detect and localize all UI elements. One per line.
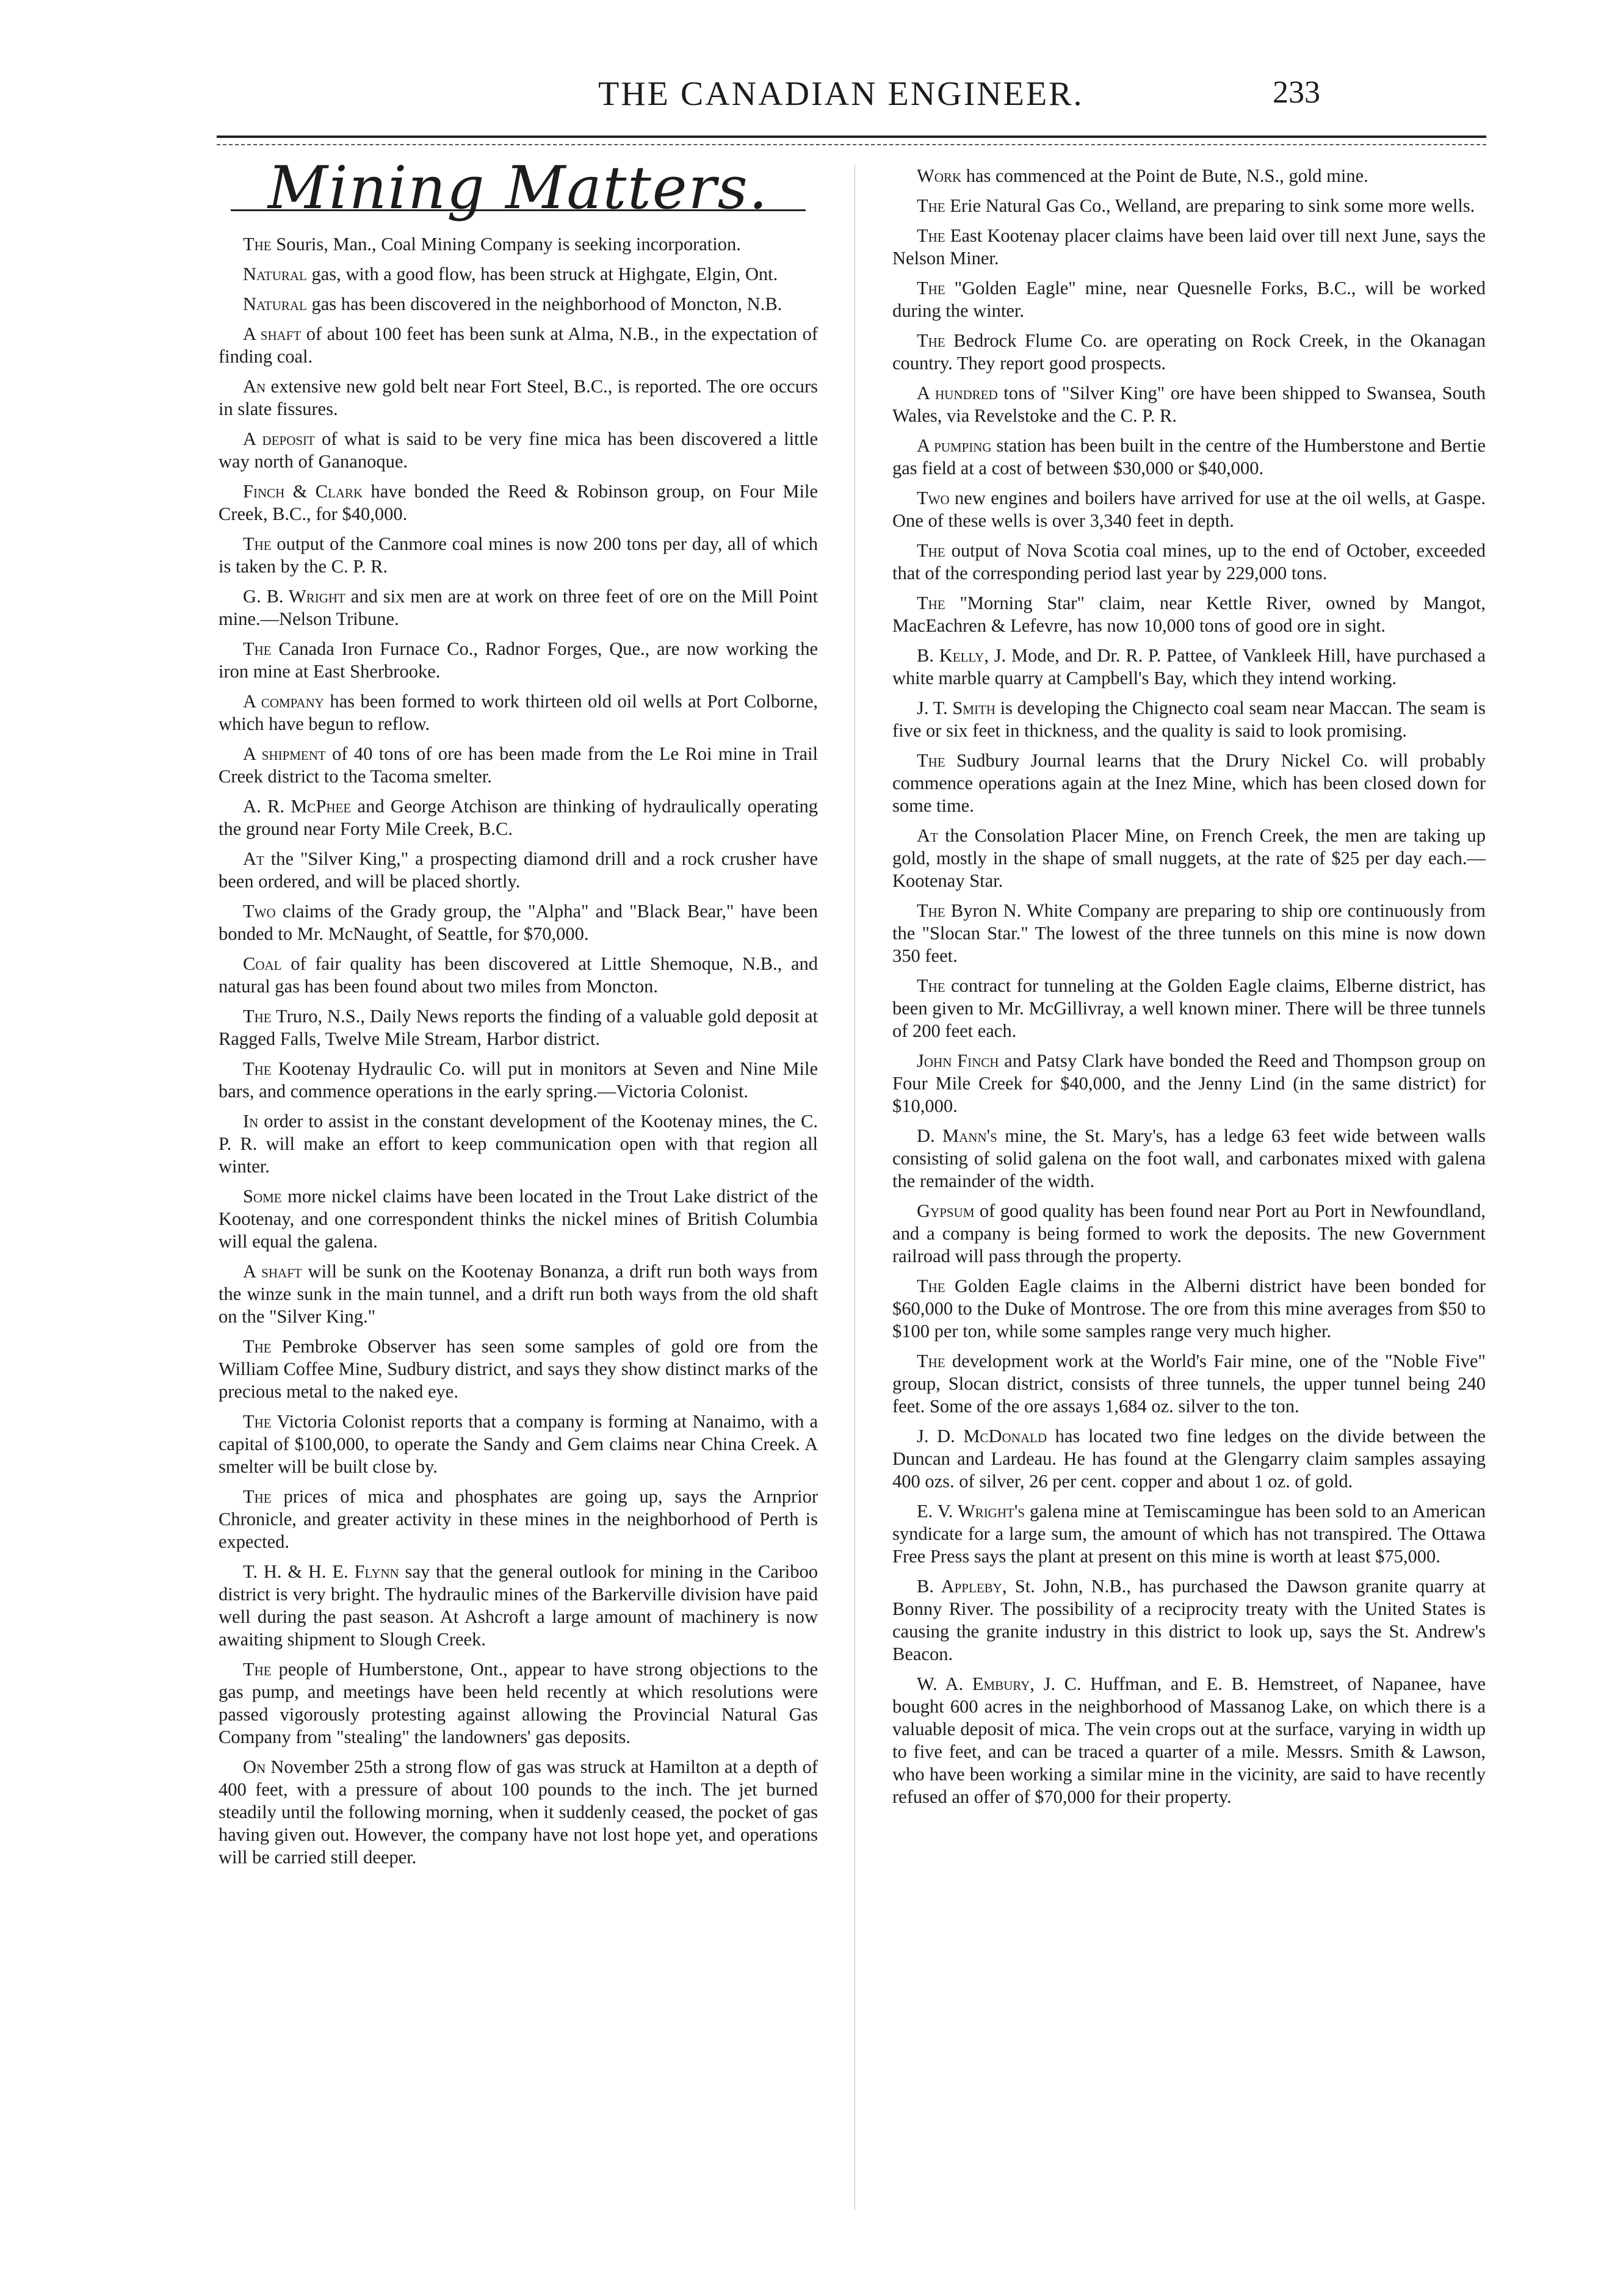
news-item bbox=[892, 1350, 1486, 1418]
news-item-text: the Consolation Placer Mine, on French Creek, the men are taking up gold, mostly in the shape of small nuggets, at the rate of $25 per day each.—Kootenay Star. bbox=[892, 825, 1486, 891]
news-item bbox=[892, 435, 1486, 480]
news-item-lead: B. Kelly, bbox=[917, 645, 989, 666]
news-item-text: is developing the Chignecto coal seam near Maccan. The seam is five or six feet in thickness, and the quality is said to look promising. bbox=[892, 698, 1486, 741]
news-item bbox=[892, 195, 1486, 217]
news-item-lead: An bbox=[243, 376, 266, 397]
news-item-lead: At bbox=[917, 825, 938, 846]
header-rule-dashed bbox=[217, 144, 1486, 145]
news-item-text: Pembroke Observer has seen some samples of gold ore from the William Coffee Mine, Sudbury district, and says they show distinct marks of the precious metal to the naked eye. bbox=[219, 1336, 818, 1402]
news-item-text: people of Humberstone, Ont., appear to have strong objections to the gas pump, and meetings have been held recently at which resolutions were passed vigorously protesting against allowing the Provincial Natural Gas Company from "stealing" the landowners' gas deposits. bbox=[219, 1659, 818, 1747]
news-item-lead: The bbox=[917, 195, 945, 216]
news-item bbox=[219, 1335, 818, 1403]
news-item-lead: The bbox=[917, 225, 945, 246]
news-item bbox=[892, 487, 1486, 532]
news-item-text: and Patsy Clark have bonded the Reed and Thompson group on Four Mile Creek for $40,000, and the Jenny Lind (in the same district) for $10,000. bbox=[892, 1050, 1486, 1116]
news-item-text: J. C. Huffman, and E. B. Hemstreet, of Napanee, have bought 600 acres in the neighborhood of Massanog Lake, on which there is a valuable deposit of mica. The vein crops out at the surface, varying in width up to five feet, and can be traced a quarter of a mile. Messrs. Smith & Lawson, who have been working a similar mine in the vicinity, are said to have recently refused an offer of $70,000 for their property. bbox=[892, 1673, 1486, 1807]
news-item bbox=[892, 592, 1486, 637]
news-item-lead: A deposit bbox=[243, 428, 315, 449]
news-item-text: prices of mica and phosphates are going up, says the Arnprior Chronicle, and greater activity in these mines in the neighborhood of Perth is expected. bbox=[219, 1486, 818, 1552]
news-item bbox=[219, 1486, 818, 1553]
page-header bbox=[201, 74, 1483, 135]
news-item bbox=[892, 330, 1486, 375]
news-item-text: Golden Eagle claims in the Alberni district have been bonded for $60,000 to the Duke of Montrose. The ore from this mine averages from $50 to $100 per ton, while some samples range very much higher. bbox=[892, 1276, 1486, 1341]
news-item-lead: Gypsum bbox=[917, 1200, 975, 1221]
news-item-text: extensive new gold belt near Fort Steel, B.C., is reported. The ore occurs in slate fissures. bbox=[219, 376, 818, 419]
news-item-text: "Golden Eagle" mine, near Quesnelle Forks, B.C., will be worked during the winter. bbox=[892, 278, 1486, 321]
journal-title: THE CANADIAN ENGINEER. bbox=[598, 75, 1084, 113]
news-item bbox=[219, 638, 818, 683]
news-item bbox=[219, 233, 818, 256]
news-item bbox=[219, 323, 818, 368]
right-news-items bbox=[892, 165, 1486, 1808]
news-item-text: Victoria Colonist reports that a company is forming at Nanaimo, with a capital of $100,000, to operate the Sandy and Gem claims near China Creek. A smelter will be built close by. bbox=[219, 1411, 818, 1477]
news-item-text: "Morning Star" claim, near Kettle River, owned by Mangot, MacEachren & Lefevre, has now 10,000 tons of good ore in sight. bbox=[892, 593, 1486, 636]
news-item-text: will be sunk on the Kootenay Bonanza, a drift run both ways from the winze sunk in the main tunnel, and a drift run both ways from the old shaft on the "Silver King." bbox=[219, 1261, 818, 1327]
news-item bbox=[892, 697, 1486, 742]
news-item bbox=[892, 749, 1486, 817]
news-item-text: St. John, N.B., has purchased the Dawson granite quarry at Bonny River. The possibility of a reciprocity treaty with the United States is causing the granite industry in this district to look up, says the St. Andrew's Beacon. bbox=[892, 1576, 1486, 1664]
news-item-lead: Coal bbox=[243, 953, 282, 974]
news-item-lead: The bbox=[917, 330, 945, 351]
news-item-text: East Kootenay placer claims have been laid over till next June, says the Nelson Miner. bbox=[892, 225, 1486, 269]
news-item-lead: The bbox=[243, 234, 272, 255]
news-item bbox=[219, 690, 818, 735]
news-item-lead: The bbox=[243, 1411, 272, 1432]
news-item bbox=[892, 1275, 1486, 1343]
news-item-lead: The bbox=[917, 1351, 945, 1371]
news-item bbox=[219, 375, 818, 421]
news-item bbox=[219, 263, 818, 286]
news-item bbox=[892, 1200, 1486, 1268]
news-item-lead: The bbox=[917, 975, 945, 996]
news-item bbox=[219, 480, 818, 525]
news-item bbox=[892, 277, 1486, 322]
news-item bbox=[219, 1658, 818, 1749]
news-item-text: output of Nova Scotia coal mines, up to the end of October, exceeded that of the corresponding period last year by 229,000 tons. bbox=[892, 540, 1486, 583]
news-item-text: Byron N. White Company are preparing to ship ore continuously from the "Slocan Star." The lowest of the three tunnels on this mine is now down 350 feet. bbox=[892, 900, 1486, 966]
news-item bbox=[219, 585, 818, 630]
news-item bbox=[892, 1575, 1486, 1666]
news-item-text: Canada Iron Furnace Co., Radnor Forges, Que., are now working the iron mine at East Sherbrooke. bbox=[219, 638, 818, 682]
news-item-text: has commenced at the Point de Bute, N.S., gold mine. bbox=[961, 165, 1368, 186]
left-news-items bbox=[219, 233, 818, 1869]
news-item-text: claims of the Grady group, the "Alpha" and "Black Bear," have been bonded to Mr. McNaught, of Seattle, for $70,000. bbox=[219, 901, 818, 944]
news-item bbox=[892, 540, 1486, 585]
news-item-lead: Work bbox=[917, 165, 962, 186]
news-item bbox=[892, 1425, 1486, 1493]
news-item-lead: B. Appleby, bbox=[917, 1576, 1007, 1597]
news-item bbox=[219, 428, 818, 473]
news-item-lead: A shaft bbox=[243, 323, 302, 344]
news-item-lead: The bbox=[917, 593, 945, 613]
news-item-text: new engines and boilers have arrived for use at the oil wells, at Gaspe. One of these wells is over 3,340 feet in depth. bbox=[892, 488, 1486, 531]
news-item bbox=[892, 382, 1486, 427]
news-item-lead: The bbox=[243, 1486, 272, 1507]
news-item-lead: A shipment bbox=[243, 743, 326, 764]
news-item-text: output of the Canmore coal mines is now 200 tons per day, all of which is taken by the C. P. R. bbox=[219, 533, 818, 577]
left-column bbox=[219, 154, 819, 1876]
news-item-lead: T. H. & H. E. Flynn bbox=[243, 1561, 399, 1582]
news-item bbox=[219, 900, 818, 945]
news-item-lead: The bbox=[243, 533, 272, 554]
news-item-lead: A shaft bbox=[243, 1261, 302, 1282]
news-item-lead: E. V. Wright's bbox=[917, 1501, 1025, 1522]
news-item-lead: The bbox=[243, 1058, 272, 1079]
news-item bbox=[219, 1110, 818, 1178]
news-item-text: more nickel claims have been located in the Trout Lake district of the Kootenay, and one correspondent thinks the nickel mines of British Columbia will equal the galena. bbox=[219, 1186, 818, 1252]
news-item bbox=[892, 900, 1486, 967]
header-rule bbox=[217, 135, 1486, 138]
news-item-text: say that the general outlook for mining in the Cariboo district is very bright. The hydraulic mines of the Barkerville division have paid well during the past season. At Ashcroft a large amount of machinery is now awaiting shipment to Slough Creek. bbox=[219, 1561, 818, 1650]
news-item-text: and George Atchison are thinking of hydraulically operating the ground near Forty Mile Creek, B.C. bbox=[219, 796, 818, 839]
news-item bbox=[892, 1500, 1486, 1568]
section-title: Mining Matters. bbox=[267, 154, 769, 222]
news-item bbox=[219, 848, 818, 893]
news-item-lead: The bbox=[917, 900, 945, 921]
news-item-text: Sudbury Journal learns that the Drury Nickel Co. will probably commence operations again at the Inez Mine, which has been closed down for some time. bbox=[892, 750, 1486, 816]
news-item bbox=[219, 533, 818, 578]
news-item bbox=[892, 165, 1486, 187]
news-item-lead: On bbox=[243, 1756, 266, 1777]
news-item-text: of fair quality has been discovered at Little Shemoque, N.B., and natural gas has been found about two miles from Moncton. bbox=[219, 953, 818, 997]
news-item-text: gas, with a good flow, has been struck at Highgate, Elgin, Ont. bbox=[306, 264, 778, 284]
news-item-text: galena mine at Temiscamingue has been sold to an American syndicate for a large sum, the amount of which has not transpired. The Ottawa Free Press says the plant at present on this mine is worth at least $75,000. bbox=[892, 1501, 1486, 1567]
news-item-text: Bedrock Flume Co. are operating on Rock Creek, in the Okanagan country. They report good prospects. bbox=[892, 330, 1486, 374]
news-item-lead: G. B. Wright bbox=[243, 586, 345, 607]
news-item-text: Souris, Man., Coal Mining Company is seeking incorporation. bbox=[271, 234, 741, 255]
news-item bbox=[219, 1756, 818, 1869]
news-item bbox=[219, 1058, 818, 1103]
news-item-lead: A pumping bbox=[917, 435, 992, 456]
news-item-lead: A hundred bbox=[917, 383, 998, 403]
news-item bbox=[219, 953, 818, 998]
news-item-text: and six men are at work on three feet of ore on the Mill Point mine.—Nelson Tribune. bbox=[219, 586, 819, 629]
news-item bbox=[892, 1125, 1486, 1193]
news-item bbox=[892, 225, 1486, 270]
news-item-lead: At bbox=[243, 848, 264, 869]
news-item-text: mine, the St. Mary's, has a ledge 63 feet wide between walls consisting of solid galena on the foot wall, and carbonates mixed with galena the remainder of the width. bbox=[892, 1125, 1486, 1191]
news-item-lead: The bbox=[917, 750, 945, 771]
news-item-lead: The bbox=[243, 638, 272, 659]
news-item-lead: Natural bbox=[243, 264, 307, 284]
news-item-text: gas has been discovered in the neighborhood of Moncton, N.B. bbox=[306, 294, 782, 314]
news-item-lead: A. R. McPhee bbox=[243, 796, 352, 817]
news-item-text: Kootenay Hydraulic Co. will put in monitors at Seven and Nine Mile bars, and commence operations in the early spring.—Victoria Colonist. bbox=[219, 1058, 818, 1102]
news-item-lead: John Finch bbox=[917, 1050, 999, 1071]
news-item bbox=[219, 1260, 818, 1328]
news-item-text: tons of "Silver King" ore have been shipped to Swansea, South Wales, via Revelstoke and the C. P. R. bbox=[892, 383, 1486, 426]
news-item-text: has been formed to work thirteen old oil wells at Port Colborne, which have begun to reflow. bbox=[219, 691, 818, 734]
news-item bbox=[892, 644, 1486, 690]
news-item-lead: The bbox=[917, 1276, 945, 1296]
news-item-text: order to assist in the constant development of the Kootenay mines, the C. P. R. will make an effort to keep communication open with that region all winter. bbox=[219, 1111, 818, 1177]
news-item-text: have bonded the Reed & Robinson group, on Four Mile Creek, B.C., for $40,000. bbox=[219, 481, 818, 524]
news-item-text: of what is said to be very fine mica has been discovered a little way north of Gananoque. bbox=[219, 428, 818, 472]
news-item-text: of good quality has been found near Port au Port in Newfoundland, and a company is being formed to work the deposits. The new Government railroad will pass through the property. bbox=[892, 1200, 1486, 1266]
news-item bbox=[219, 1005, 818, 1050]
news-item-lead: The bbox=[243, 1336, 272, 1357]
news-item-lead: D. Mann's bbox=[917, 1125, 997, 1146]
news-item-lead: Some bbox=[243, 1186, 282, 1207]
news-item-text: Truro, N.S., Daily News reports the finding of a valuable gold deposit at Ragged Falls, Twelve Mile Stream, Harbor district. bbox=[219, 1006, 818, 1049]
news-item-text: development work at the World's Fair mine, one of the "Noble Five" group, Slocan district, consists of three tunnels, the upper tunnel being 240 feet. Some of the ore assays 1,684 oz. silver to the ton. bbox=[892, 1351, 1486, 1417]
news-item bbox=[219, 293, 818, 316]
news-item-text: contract for tunneling at the Golden Eagle claims, Elberne district, has been given to Mr. McGillivray, a well known miner. There will be three tunnels of 200 feet each. bbox=[892, 975, 1486, 1041]
right-column bbox=[892, 165, 1486, 1816]
news-item-lead: The bbox=[917, 540, 945, 561]
news-item-lead: The bbox=[243, 1659, 272, 1680]
news-item-text: J. Mode, and Dr. R. P. Pattee, of Vankleek Hill, have purchased a white marble quarry at Campbell's Bay, which they intend working. bbox=[892, 645, 1486, 688]
news-item-lead: Two bbox=[917, 488, 950, 508]
news-item bbox=[219, 1561, 818, 1651]
news-item-lead: W. A. Embury, bbox=[917, 1673, 1035, 1694]
news-item-lead: The bbox=[917, 278, 945, 298]
news-item bbox=[892, 1050, 1486, 1117]
news-item-text: has located two fine ledges on the divide between the Duncan and Lardeau. He has found at the Glengarry claim samples assaying 400 ozs. of silver, 26 per cent. copper and about 1 oz. of gold. bbox=[892, 1426, 1486, 1492]
news-item-lead: A company bbox=[243, 691, 324, 712]
news-item-lead: In bbox=[243, 1111, 259, 1132]
news-item-text: November 25th a strong flow of gas was struck at Hamilton at a depth of 400 feet, with a pressure of about 100 pounds to the inch. The jet burned steadily until the following morning, when it suddenly ceased, the pocket of gas having given out. However, the company have not lost hope yet, and operations will be carried still deeper. bbox=[219, 1756, 818, 1868]
news-item-lead: J. D. McDonald bbox=[917, 1426, 1047, 1446]
news-item-text: Erie Natural Gas Co., Welland, are preparing to sink some more wells. bbox=[945, 195, 1475, 216]
news-item-text: station has been built in the centre of the Humberstone and Bertie gas field at a cost of between $30,000 or $40,000. bbox=[892, 435, 1486, 478]
news-item bbox=[219, 795, 818, 840]
news-item bbox=[892, 825, 1486, 892]
news-item-lead: The bbox=[243, 1006, 272, 1027]
news-item-lead: Two bbox=[243, 901, 276, 922]
news-item bbox=[892, 975, 1486, 1042]
news-item-text: of 40 tons of ore has been made from the Le Roi mine in Trail Creek district to the Tacoma smelter. bbox=[219, 743, 819, 787]
news-item-lead: Finch & Clark bbox=[243, 481, 363, 502]
news-item bbox=[219, 1185, 818, 1253]
news-item bbox=[219, 743, 818, 788]
news-item-lead: J. T. Smith bbox=[917, 698, 996, 718]
news-item bbox=[219, 1410, 818, 1478]
page-number: 233 bbox=[1273, 75, 1320, 110]
news-item-text: of about 100 feet has been sunk at Alma, N.B., in the expectation of finding coal. bbox=[219, 323, 818, 367]
news-item-text: the "Silver King," a prospecting diamond drill and a rock crusher have been ordered, and will be placed shortly. bbox=[219, 848, 818, 892]
news-item bbox=[892, 1673, 1486, 1808]
news-item-lead: Natural bbox=[243, 294, 307, 314]
